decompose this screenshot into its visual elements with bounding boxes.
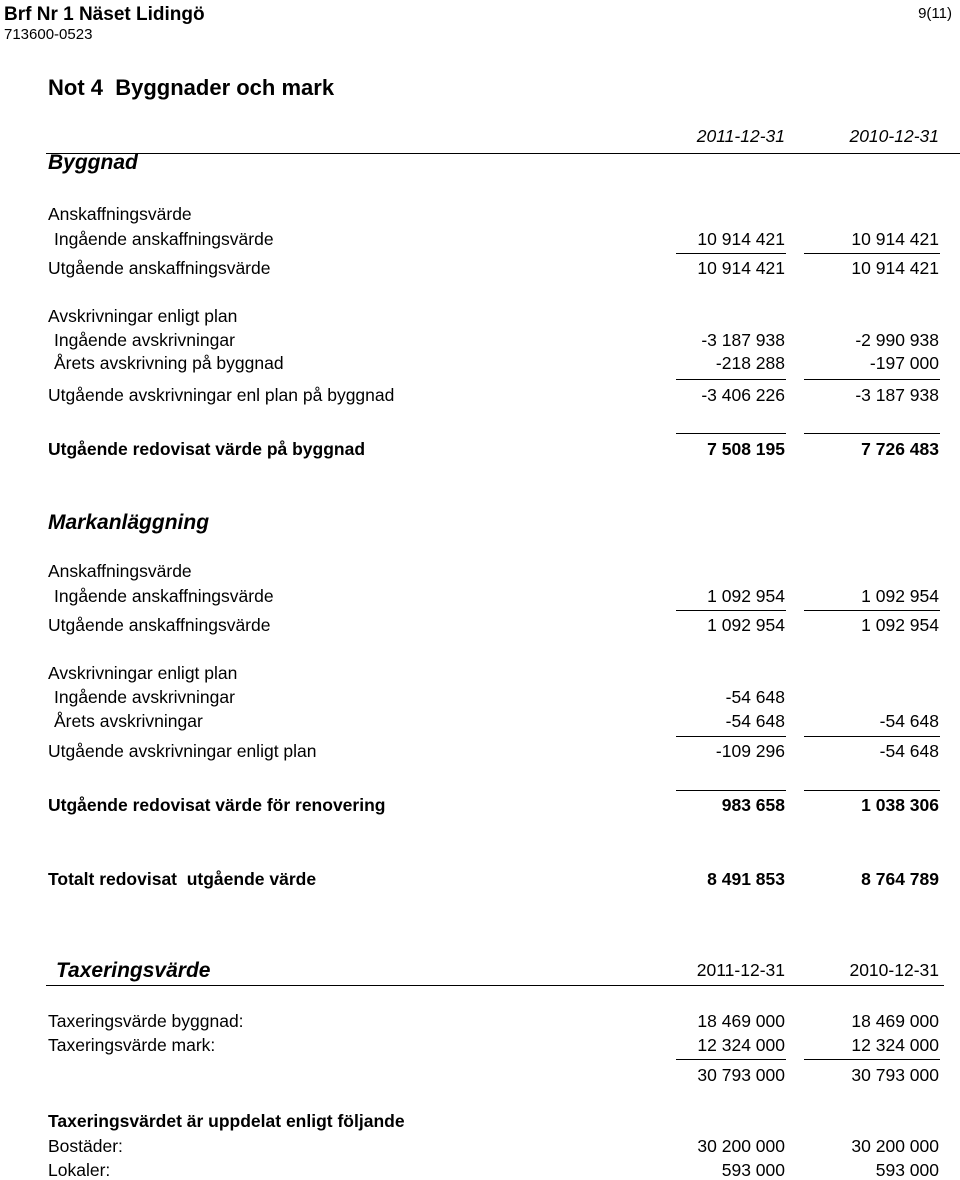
value-current: -218 288 <box>715 353 785 373</box>
row-heading: Anskaffningsvärde <box>48 204 192 224</box>
value-previous: 10 914 421 <box>851 258 939 278</box>
row-label: Taxeringsvärde byggnad: <box>48 1011 244 1031</box>
value-current: 1 092 954 <box>707 615 785 635</box>
value-current: 10 914 421 <box>697 229 785 249</box>
value-previous: -197 000 <box>869 353 939 373</box>
column-year-previous: 2010-12-31 <box>849 126 939 146</box>
value-current-sum: 30 793 000 <box>697 1065 785 1085</box>
sum-line <box>676 379 786 380</box>
value-previous: 8 764 789 <box>861 869 939 889</box>
sum-line <box>676 736 786 737</box>
value-current: 12 324 000 <box>697 1035 785 1055</box>
sum-line <box>804 379 940 380</box>
sum-line <box>676 610 786 611</box>
sum-line <box>804 736 940 737</box>
value-current: 10 914 421 <box>697 258 785 278</box>
value-current: -109 296 <box>715 741 785 761</box>
page-number: 9(11) <box>918 5 952 22</box>
row-label: Ingående anskaffningsvärde <box>54 586 274 606</box>
sum-line <box>804 610 940 611</box>
sum-line <box>676 1059 786 1060</box>
value-previous: 10 914 421 <box>851 229 939 249</box>
value-previous: 1 092 954 <box>861 615 939 635</box>
value-current: 983 658 <box>721 795 785 815</box>
row-heading: Avskrivningar enligt plan <box>48 663 238 683</box>
value-current: 8 491 853 <box>707 869 785 889</box>
value-previous: 593 000 <box>875 1160 939 1180</box>
row-label: Årets avskrivning på byggnad <box>54 353 284 373</box>
value-current: -54 648 <box>725 711 785 731</box>
row-label: Utgående anskaffningsvärde <box>48 258 271 278</box>
value-current: -3 187 938 <box>701 330 785 350</box>
value-previous: -3 187 938 <box>855 385 939 405</box>
row-heading: Anskaffningsvärde <box>48 561 192 581</box>
row-label: Årets avskrivningar <box>54 711 203 731</box>
org-name: Brf Nr 1 Näset Lidingö <box>4 4 205 25</box>
value-previous: 12 324 000 <box>851 1035 939 1055</box>
value-previous: -54 648 <box>879 741 939 761</box>
value-current: 30 200 000 <box>697 1136 785 1156</box>
value-previous: 18 469 000 <box>851 1011 939 1031</box>
header-divider <box>46 985 944 986</box>
value-previous: -54 648 <box>879 711 939 731</box>
row-label: Ingående anskaffningsvärde <box>54 229 274 249</box>
note-title: Not 4 Byggnader och mark <box>48 75 335 100</box>
value-previous: 7 726 483 <box>861 439 939 459</box>
value-current: 7 508 195 <box>707 439 785 459</box>
column-year-previous: 2010-12-31 <box>849 960 939 980</box>
column-year-current: 2011-12-31 <box>696 960 785 980</box>
row-label: Utgående avskrivningar enl plan på byggnad <box>48 385 395 405</box>
value-current: -3 406 226 <box>701 385 785 405</box>
row-heading-bold: Taxeringsvärdet är uppdelat enligt följande <box>48 1111 405 1131</box>
value-previous: 1 038 306 <box>861 795 939 815</box>
sum-line <box>804 1059 940 1060</box>
org-number: 713600-0523 <box>4 26 93 43</box>
sum-line <box>804 790 940 791</box>
sum-line <box>804 433 940 434</box>
row-heading: Avskrivningar enligt plan <box>48 306 238 326</box>
value-current: 593 000 <box>721 1160 785 1180</box>
row-label: Utgående anskaffningsvärde <box>48 615 271 635</box>
section-heading-byggnad: Byggnad <box>48 151 138 174</box>
row-label-total: Utgående redovisat värde för renovering <box>48 795 386 815</box>
sum-line <box>676 790 786 791</box>
value-previous: 1 092 954 <box>861 586 939 606</box>
section-heading-taxeringsvarde: Taxeringsvärde <box>56 959 211 982</box>
sum-line <box>676 433 786 434</box>
value-previous: 30 200 000 <box>851 1136 939 1156</box>
sum-line <box>676 253 786 254</box>
sum-line <box>804 253 940 254</box>
row-label: Lokaler: <box>48 1160 111 1180</box>
row-label: Bostäder: <box>48 1136 123 1156</box>
row-label: Ingående avskrivningar <box>54 330 235 350</box>
value-current: 18 469 000 <box>697 1011 785 1031</box>
value-previous-sum: 30 793 000 <box>851 1065 939 1085</box>
header-divider <box>46 153 960 154</box>
row-label-grand-total: Totalt redovisat utgående värde <box>48 869 317 889</box>
row-label: Ingående avskrivningar <box>54 687 235 707</box>
row-label-total: Utgående redovisat värde på byggnad <box>48 439 366 459</box>
value-previous: -2 990 938 <box>855 330 939 350</box>
section-heading-markanlaggning: Markanläggning <box>48 511 210 534</box>
value-current: 1 092 954 <box>707 586 785 606</box>
value-current: -54 648 <box>725 687 785 707</box>
row-label: Taxeringsvärde mark: <box>48 1035 216 1055</box>
column-year-current: 2011-12-31 <box>696 126 785 146</box>
row-label: Utgående avskrivningar enligt plan <box>48 741 317 761</box>
